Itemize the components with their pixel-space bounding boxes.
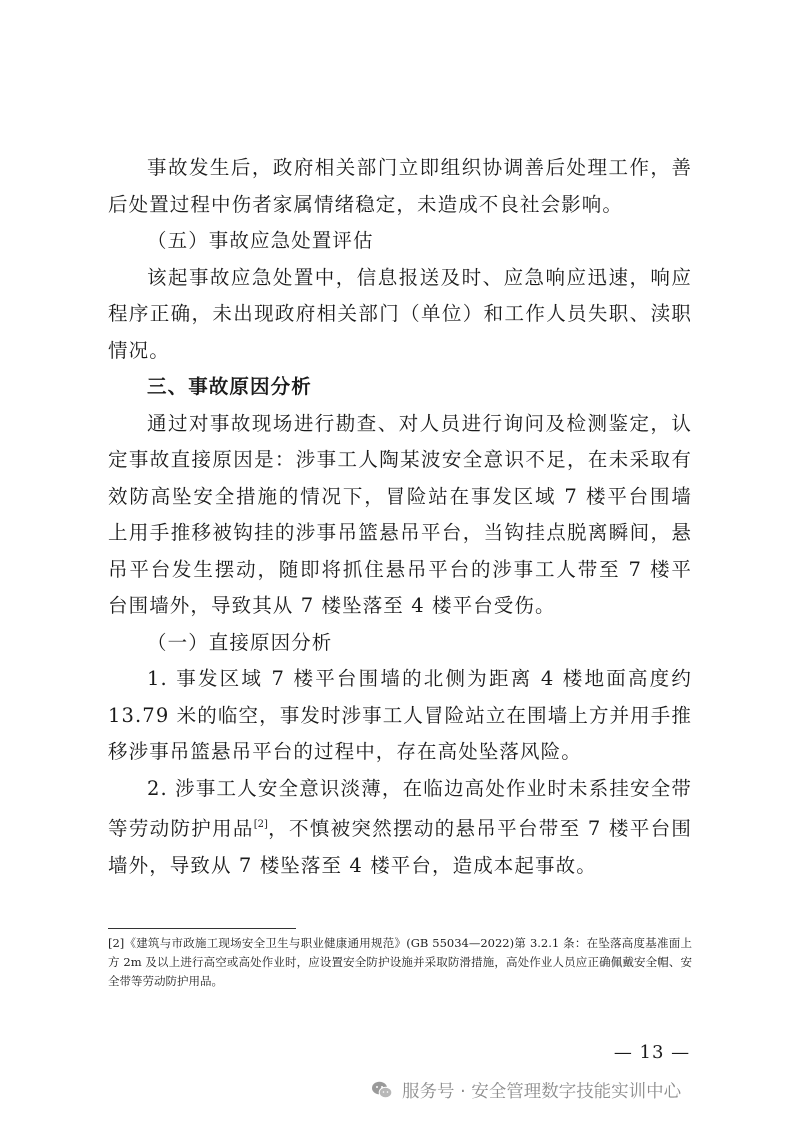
wechat-icon — [370, 1078, 394, 1102]
heading-emergency-evaluation: （五）事故应急处置评估 — [147, 229, 374, 252]
heading-direct-cause-analysis: （一）直接原因分析 — [147, 630, 333, 654]
footnote: [2]《建筑与市政施工现场安全卫生与职业健康通用规范》(GB 55034—2022)第 3.2.1 条：在坠落高度基准面上方 2m 及以上进行高空或高处作业时，应设置安全防护设施并采取防滑措施，高处作业人员应正确佩戴安全帽、安全带等劳动防护用品。 — [108, 936, 692, 988]
body-text — [108, 150, 692, 884]
footnote-reference[interactable]: [2] — [253, 819, 268, 830]
paragraph-direct-cause: 通过对事故现场进行勘查、对人员进行询问及检测鉴定，认定事故直接原因是：涉事工人陶某波安全意识不足，在未采取有效防高坠安全措施的情况下，冒险站在事发区域 7 楼平台围墙上用手推移被钩挂的涉事吊篮悬吊平台，当钩挂点脱离瞬间，悬吊平台发生摆动，随即将抓住悬吊平台的涉事工人带至 7 楼平台围墙外，导致其从 7 楼坠落至 4 楼平台受伤。 — [108, 411, 692, 617]
page-number: — 13 — — [613, 1042, 691, 1063]
watermark — [370, 1073, 681, 1107]
paragraph-emergency-evaluation: 该起事故应急处置中，信息报送及时、应急响应迅速，响应程序正确，未出现政府相关部门（单位）和工作人员失职、渎职情况。 — [108, 265, 692, 362]
footnote-divider — [108, 928, 296, 929]
paragraph-cause-2-part-a: 2. 涉事工人安全意识淡薄，在临边高处作业时未系挂安全带等劳动防护用品 — [108, 776, 692, 840]
paragraph-cause-1: 1. 事发区域 7 楼平台围墙的北侧为距离 4 楼地面高度约 13.79 米的临空，事发时涉事工人冒险站立在围墙上方并用手推移涉事吊篮悬吊平台的过程中，存在高处坠落风险。 — [108, 667, 692, 763]
paragraph-cause-2-part-b: ，不慎被突然摆动的悬吊平台带至 7 楼平台围墙外，导致从 7 楼坠落至 4 楼平台，造成本起事故。 — [108, 817, 692, 877]
paragraph-cause-2 — [108, 771, 692, 885]
heading-cause-analysis: 三、事故原因分析 — [147, 375, 312, 398]
watermark-text: 服务号 · 安全管理数字技能实训中心 — [402, 1081, 682, 1102]
paragraph-aftermath: 事故发生后，政府相关部门立即组织协调善后处理工作，善后处置过程中伤者家属情绪稳定，未造成不良社会影响。 — [108, 156, 692, 216]
